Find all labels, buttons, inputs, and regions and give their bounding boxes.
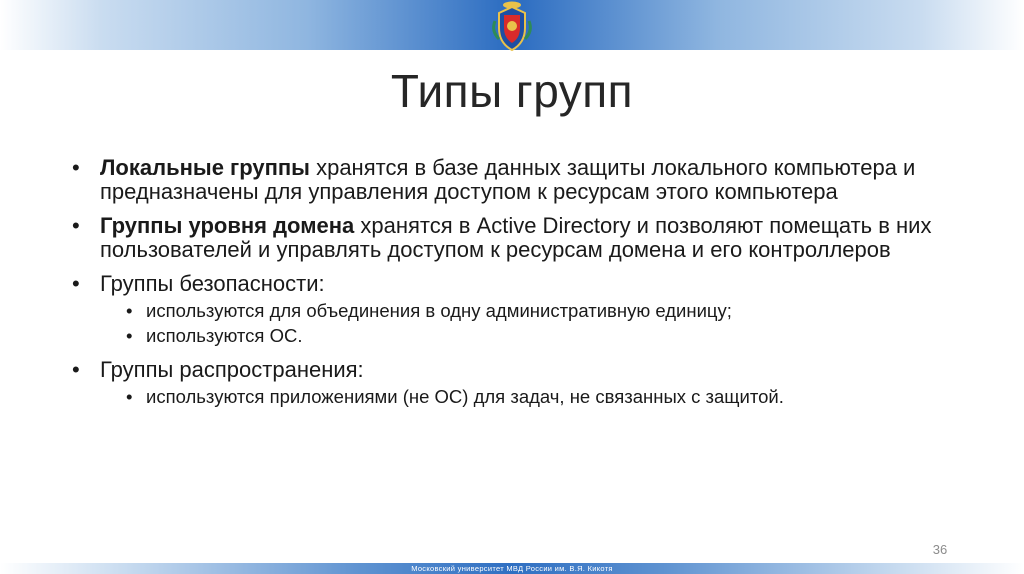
list-item: [72, 156, 972, 204]
bullet-list: [72, 156, 972, 419]
item-text: Группы безопасности:: [100, 271, 325, 296]
bullet-icon: •: [72, 271, 80, 296]
item-text: хранятся в Active Directory и позволяют помещать в них пользователей и управлять доступом к ресурсам домена и его контроллеров: [100, 213, 932, 262]
page-number: 36: [932, 542, 948, 557]
item-bold-term: Локальные группы: [100, 155, 310, 180]
sub-bullet-icon: •: [126, 386, 133, 407]
bullet-icon: •: [72, 357, 80, 382]
sub-bullet-icon: •: [126, 325, 133, 346]
sub-item-text: используются для объединения в одну административную единицу;: [146, 300, 732, 321]
list-item: [72, 272, 972, 296]
sub-bullet-icon: •: [126, 300, 133, 321]
sub-item-text: используются ОС.: [146, 325, 303, 346]
item-text: Группы распространения:: [100, 357, 364, 382]
sub-list: [72, 298, 972, 348]
university-emblem-icon: [487, 1, 537, 53]
sub-item-text: используются приложениями (не ОС) для задач, не связанных с защитой.: [146, 386, 784, 407]
list-item: [72, 214, 972, 262]
item-bold-term: Группы уровня домена: [100, 213, 355, 238]
sub-list: [72, 384, 972, 409]
item-text: хранятся в базе данных защиты локального компьютера и предназначены для управления доступом к ресурсам этого компьютера: [100, 155, 916, 204]
bullet-icon: •: [72, 213, 80, 238]
list-item: [72, 358, 972, 382]
slide-title: Типы групп: [390, 65, 634, 117]
sub-list-item: [72, 298, 972, 323]
bullet-icon: •: [72, 155, 80, 180]
sub-list-item: [72, 323, 972, 348]
footer-text: Московский университет МВД России им. В.Я. Кикотя: [411, 564, 613, 573]
sub-list-item: [72, 384, 972, 409]
